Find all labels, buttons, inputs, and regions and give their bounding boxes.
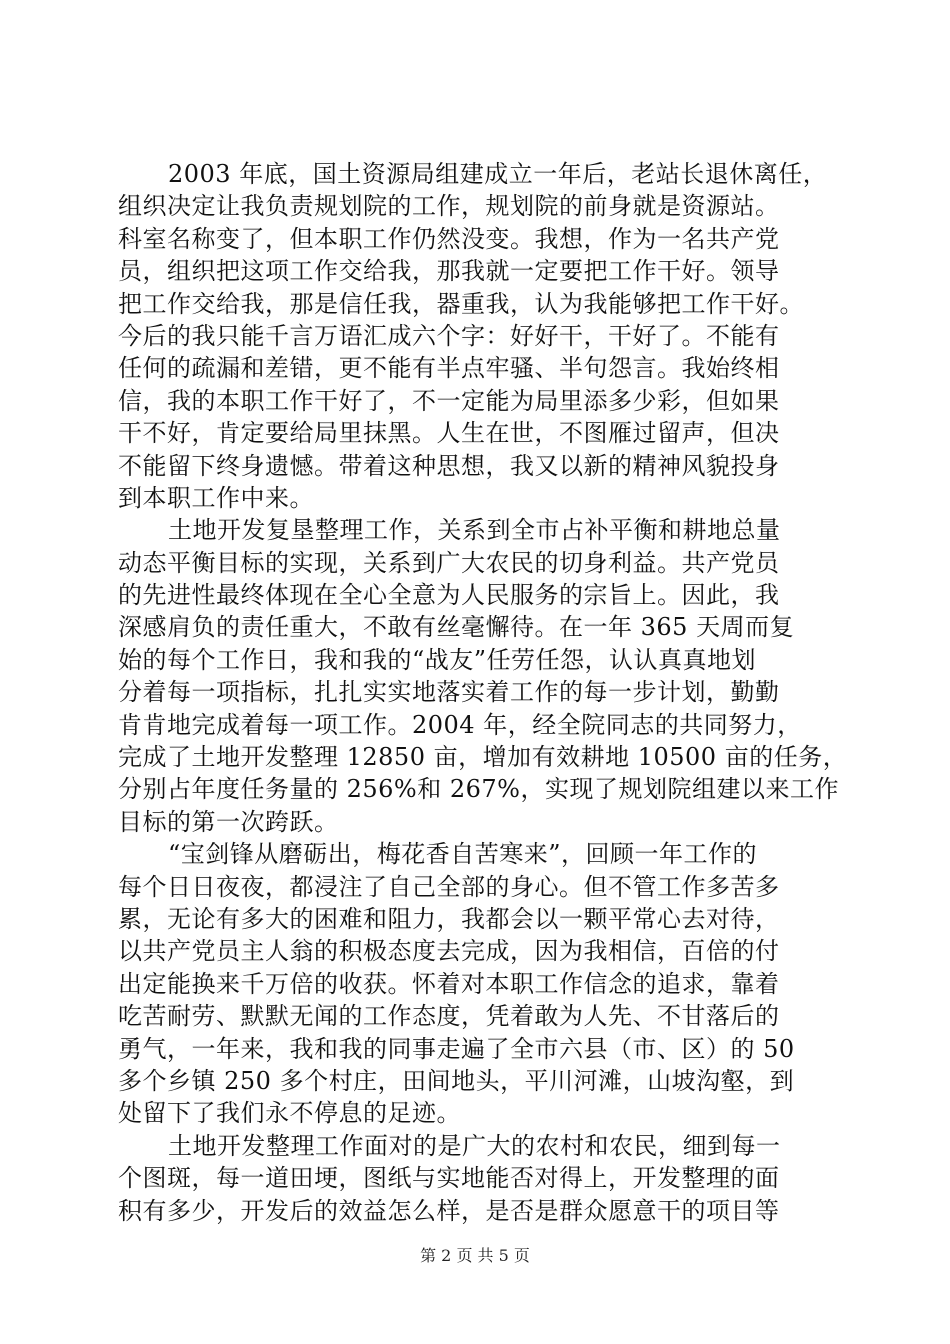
text-line: 的先进性最终体现在全心全意为人民服务的宗旨上。因此，我 [118, 581, 780, 610]
text-line: 目标的第一次跨跃。 [118, 807, 339, 836]
text-line: 勇气，一年来，我和我的同事走遍了全市六县（市、区）的 50 [118, 1034, 795, 1063]
text-line: 出定能换来千万倍的收获。怀着对本职工作信念的追求，靠着 [118, 969, 780, 998]
paragraph [118, 158, 838, 514]
text-line: 多个乡镇 250 多个村庄，田间地头，平川河滩，山坡沟壑，到 [118, 1066, 795, 1095]
text-line: 今后的我只能千言万语汇成六个字：好好干，干好了。不能有 [118, 321, 780, 350]
text-line: 始的每个工作日，我和我的“战友”任劳任怨，认认真真地划 [118, 645, 757, 674]
text-line: 组织决定让我负责规划院的工作，规划院的前身就是资源站。 [118, 192, 780, 221]
paragraph [118, 838, 838, 1130]
text-line: 把工作交给我，那是信任我，器重我，认为我能够把工作干好。 [118, 289, 804, 318]
text-line: 肯肯地完成着每一项工作。2004 年，经全院同志的共同努力， [118, 710, 802, 739]
text-line: 不能留下终身遗憾。带着这种思想，我又以新的精神风貌投身 [118, 451, 780, 480]
text-line: 信，我的本职工作干好了，不一定能为局里添多少彩，但如果 [118, 386, 780, 415]
text-line: 积有多少，开发后的效益怎么样，是否是群众愿意干的项目等 [118, 1196, 780, 1225]
text-line: 到本职工作中来。 [118, 483, 314, 512]
text-line: 个图斑，每一道田埂，图纸与实地能否对得上，开发整理的面 [118, 1164, 780, 1193]
text-line: 每个日日夜夜，都浸注了自己全部的身心。但不管工作多苦多 [118, 872, 780, 901]
text-line: 完成了土地开发整理 12850 亩，增加有效耕地 10500 亩的任务， [118, 743, 848, 772]
text-line: 处留下了我们永不停息的足迹。 [118, 1099, 461, 1128]
text-line: 分别占年度任务量的 256%和 267%，实现了规划院组建以来工作 [118, 775, 839, 804]
text-line: 干不好，肯定要给局里抹黑。人生在世，不图雁过留声，但决 [118, 419, 780, 448]
text-line: 科室名称变了，但本职工作仍然没变。我想，作为一名共产党 [118, 224, 780, 253]
text-line: 分着每一项指标，扎扎实实地落实着工作的每一步计划，勤勤 [118, 678, 780, 707]
text-line: 吃苦耐劳、默默无闻的工作态度，凭着敢为人先、不甘落后的 [118, 1002, 780, 1031]
text-line: 土地开发复垦整理工作，关系到全市占补平衡和耕地总量 [168, 516, 781, 545]
text-line: 2003 年底，国土资源局组建成立一年后，老站长退休离任， [168, 160, 828, 188]
text-line: 动态平衡目标的实现，关系到广大农民的切身利益。共产党员 [118, 548, 780, 577]
page-footer: 第 2 页 共 5 页 [420, 1246, 530, 1265]
text-line: 土地开发整理工作面对的是广大的农村和农民，细到每一 [168, 1131, 781, 1160]
text-line: 累，无论有多大的困难和阻力，我都会以一颗平常心去对待， [118, 904, 780, 933]
paragraph [118, 1130, 838, 1227]
text-line: 任何的疏漏和差错，更不能有半点牢骚、半句怨言。我始终相 [118, 354, 780, 383]
document-body [118, 158, 848, 1227]
text-line: 以共产党员主人翁的积极态度去完成，因为我相信，百倍的付 [118, 937, 780, 966]
text-line: 深感肩负的责任重大，不敢有丝毫懈待。在一年 365 天周而复 [118, 613, 795, 642]
paragraph [118, 514, 848, 838]
text-line: “宝剑锋从磨砺出，梅花香自苦寒来”，回顾一年工作的 [168, 840, 758, 869]
text-line: 员，组织把这项工作交给我，那我就一定要把工作干好。领导 [118, 257, 780, 286]
